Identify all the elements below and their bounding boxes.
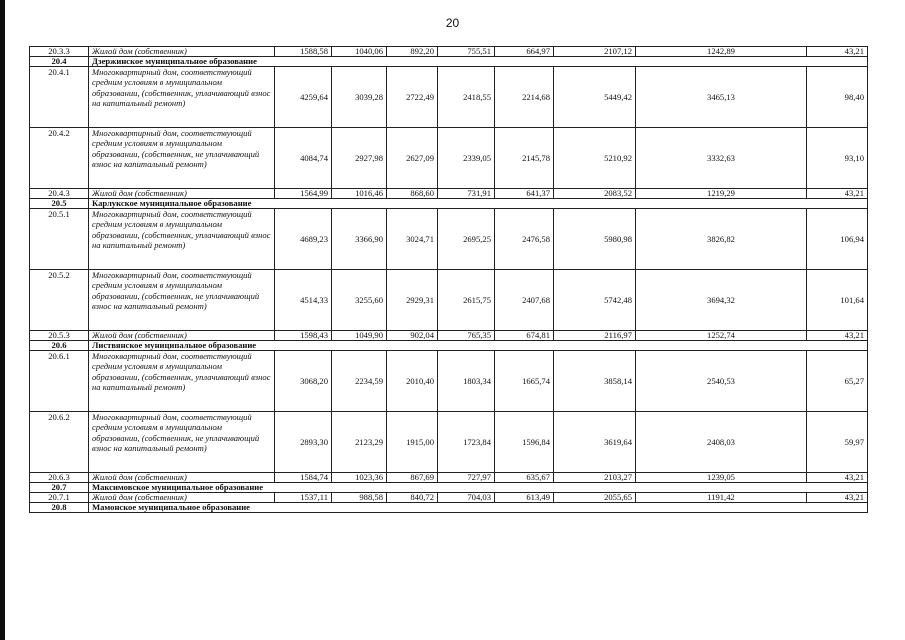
section-row [30,341,868,351]
value-cell: 93,10 [807,128,868,189]
value-cell: 731,91 [438,189,495,199]
row-code: 20.3.3 [30,47,89,57]
value-cell: 4514,33 [275,270,332,331]
row-code: 20.4.2 [30,128,89,189]
value-cell: 3858,14 [554,351,636,412]
value-cell: 43,21 [807,47,868,57]
value-cell: 43,21 [807,331,868,341]
value-cell: 664,97 [495,47,554,57]
value-cell: 4259,64 [275,67,332,128]
value-cell: 868,60 [387,189,438,199]
value-cell: 5742,48 [554,270,636,331]
section-row [30,199,868,209]
value-cell: 1596,84 [495,412,554,473]
value-cell: 5210,92 [554,128,636,189]
row-code: 20.6.2 [30,412,89,473]
value-cell: 3068,20 [275,351,332,412]
value-cell: 2083,52 [554,189,636,199]
value-cell: 1023,36 [332,473,387,483]
value-cell: 755,51 [438,47,495,57]
value-cell: 988,58 [332,493,387,503]
value-cell: 1588,58 [275,47,332,57]
table-row [30,128,868,189]
value-cell: 2214,68 [495,67,554,128]
value-cell: 59,97 [807,412,868,473]
row-description: Жилой дом (собственник) [89,473,275,483]
value-cell: 727,97 [438,473,495,483]
value-cell: 4084,74 [275,128,332,189]
row-code: 20.4.3 [30,189,89,199]
value-cell: 1049,90 [332,331,387,341]
value-cell: 2418,55 [438,67,495,128]
value-cell: 101,64 [807,270,868,331]
table-row [30,47,868,57]
table-body [30,47,868,513]
value-cell: 2722,49 [387,67,438,128]
value-cell: 635,67 [495,473,554,483]
value-cell: 2927,98 [332,128,387,189]
value-cell: 2408,03 [636,412,807,473]
value-cell: 1040,06 [332,47,387,57]
table-row [30,473,868,483]
value-cell: 1242,89 [636,47,807,57]
value-cell: 1803,34 [438,351,495,412]
value-cell: 1219,29 [636,189,807,199]
value-cell: 5980,98 [554,209,636,270]
value-cell: 2055,65 [554,493,636,503]
value-cell: 3619,64 [554,412,636,473]
value-cell: 1723,84 [438,412,495,473]
row-code: 20.5 [30,199,89,209]
value-cell: 1915,00 [387,412,438,473]
value-cell: 2540,53 [636,351,807,412]
row-description: Многоквартирный дом, соответствующий средним условиям в муниципальном образовании, (собственник, не уплачивающий взнос на капитальный ремонт) [89,128,275,189]
value-cell: 4689,23 [275,209,332,270]
value-cell: 2116,97 [554,331,636,341]
row-code: 20.6 [30,341,89,351]
value-cell: 43,21 [807,493,868,503]
value-cell: 3465,13 [636,67,807,128]
value-cell: 2339,05 [438,128,495,189]
row-code: 20.6.1 [30,351,89,412]
value-cell: 2695,25 [438,209,495,270]
value-cell: 1016,46 [332,189,387,199]
section-row [30,57,868,67]
value-cell: 2407,68 [495,270,554,331]
tariff-table [29,46,868,513]
value-cell: 613,49 [495,493,554,503]
value-cell: 2615,75 [438,270,495,331]
section-title: Карлукское муниципальное образование [89,199,868,209]
table-row [30,270,868,331]
value-cell: 2145,78 [495,128,554,189]
row-code: 20.6.3 [30,473,89,483]
table-row [30,67,868,128]
table-row [30,331,868,341]
value-cell: 1665,74 [495,351,554,412]
section-title: Мамонское муниципальное образование [89,503,868,513]
value-cell: 1584,74 [275,473,332,483]
row-description: Жилой дом (собственник) [89,189,275,199]
value-cell: 3255,60 [332,270,387,331]
value-cell: 5449,42 [554,67,636,128]
value-cell: 3332,63 [636,128,807,189]
row-description: Многоквартирный дом, соответствующий средним условиям в муниципальном образовании, (собственник, уплачивающий взнос на капитальный ремонт) [89,351,275,412]
row-description: Многоквартирный дом, соответствующий средним условиям в муниципальном образовании, (собственник, не уплачивающий взнос на капитальный ремонт) [89,412,275,473]
value-cell: 2476,58 [495,209,554,270]
table-row [30,209,868,270]
page-number: 20 [445,16,460,30]
value-cell: 867,69 [387,473,438,483]
value-cell: 2893,30 [275,412,332,473]
row-code: 20.7.1 [30,493,89,503]
row-description: Жилой дом (собственник) [89,47,275,57]
section-title: Листвянское муниципальное образование [89,341,868,351]
row-code: 20.4 [30,57,89,67]
value-cell: 1537,11 [275,493,332,503]
value-cell: 2103,27 [554,473,636,483]
row-description: Многоквартирный дом, соответствующий средним условиям в муниципальном образовании, (собственник, уплачивающий взнос на капитальный ремонт) [89,67,275,128]
value-cell: 3039,28 [332,67,387,128]
value-cell: 2107,12 [554,47,636,57]
value-cell: 1239,05 [636,473,807,483]
row-description: Многоквартирный дом, соответствующий средним условиям в муниципальном образовании, (собственник, не уплачивающий взнос на капитальный ремонт) [89,270,275,331]
row-code: 20.5.3 [30,331,89,341]
row-code: 20.8 [30,503,89,513]
value-cell: 1564,99 [275,189,332,199]
value-cell: 902,04 [387,331,438,341]
left-scan-border [0,0,5,640]
value-cell: 765,35 [438,331,495,341]
value-cell: 3366,90 [332,209,387,270]
section-title: Максимовское муниципальное образование [89,483,868,493]
value-cell: 3024,71 [387,209,438,270]
table-row [30,351,868,412]
table-row [30,189,868,199]
value-cell: 674,81 [495,331,554,341]
value-cell: 2123,29 [332,412,387,473]
value-cell: 98,40 [807,67,868,128]
row-description: Жилой дом (собственник) [89,493,275,503]
section-title: Дзержинское муниципальное образование [89,57,868,67]
value-cell: 1252,74 [636,331,807,341]
row-description: Жилой дом (собственник) [89,331,275,341]
row-code: 20.5.1 [30,209,89,270]
value-cell: 892,20 [387,47,438,57]
value-cell: 106,94 [807,209,868,270]
value-cell: 3826,82 [636,209,807,270]
value-cell: 2010,40 [387,351,438,412]
row-code: 20.4.1 [30,67,89,128]
row-code: 20.7 [30,483,89,493]
table-row [30,412,868,473]
value-cell: 43,21 [807,189,868,199]
value-cell: 43,21 [807,473,868,483]
row-code: 20.5.2 [30,270,89,331]
value-cell: 2627,09 [387,128,438,189]
value-cell: 2929,31 [387,270,438,331]
value-cell: 840,72 [387,493,438,503]
value-cell: 2234,59 [332,351,387,412]
value-cell: 641,37 [495,189,554,199]
section-row [30,483,868,493]
row-description: Многоквартирный дом, соответствующий средним условиям в муниципальном образовании, (собственник, уплачивающий взнос на капитальный ремонт) [89,209,275,270]
value-cell: 65,27 [807,351,868,412]
value-cell: 3694,32 [636,270,807,331]
value-cell: 1191,42 [636,493,807,503]
value-cell: 704,03 [438,493,495,503]
value-cell: 1598,43 [275,331,332,341]
section-row [30,503,868,513]
table-row [30,493,868,503]
